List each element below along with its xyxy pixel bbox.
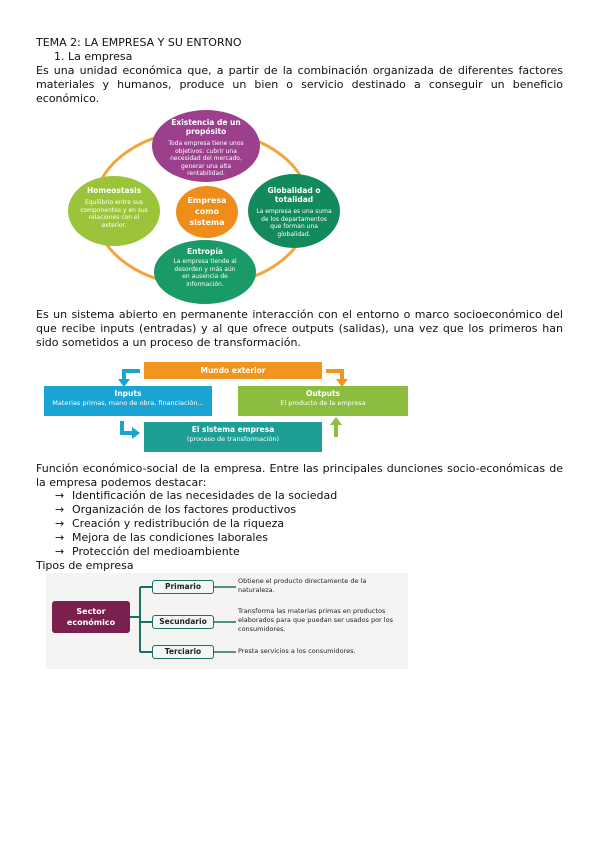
center-circle: Empresa como sistema (176, 186, 238, 238)
outputs-box: Outputs El producto de la empresa (238, 386, 408, 416)
homeostasis-circle: Homeostasis Equilibrio entre sus componentes y en sus relaciones con el exterior. (68, 176, 160, 246)
arrow-icon: → (55, 531, 65, 544)
tertiary-description: Presta servicios a los consumidores. (238, 647, 356, 655)
function-paragraph: Función económico-social de la empresa. Entre las principales dunciones socio-económicas de la empresa podemos destacar: (36, 462, 563, 489)
sector-diagram (46, 573, 408, 669)
inputs-box: Inputs Materias primas, mano de obra, financiación... (44, 386, 212, 416)
primary-label: Primario (152, 580, 214, 594)
purpose-circle: Existencia de un propósito Toda empresa tiene unos objetivos: cubrir una necesidad del mercado, generar una alta rentabilidad. (152, 110, 260, 182)
secondary-label: Secundario (152, 615, 214, 629)
page-title: TEMA 2: LA EMPRESA Y SU ENTORNO (36, 36, 242, 49)
sector-box: Sector económico (52, 601, 130, 633)
globality-circle: Globalidad o totalidad La empresa es una suma de los departamentos que forman una globalidad. (248, 174, 340, 248)
input-output-diagram (36, 359, 416, 455)
types-heading: Tipos de empresa (36, 559, 134, 572)
list-item: → Organización de los factores productivos (55, 503, 297, 516)
definition-paragraph: Es una unidad económica que, a partir de la combinación organizada de diferentes factores materiales y humanos, produce un bien o servicio destinado a conseguir un beneficio económico. (36, 64, 563, 105)
arrow-icon: → (55, 503, 65, 516)
section-heading: 1. La empresa (54, 50, 133, 63)
list-item: → Mejora de las condiciones laborales (55, 531, 268, 544)
entropy-circle: Entropía La empresa tiende al desorden y más aún en ausencia de información. (154, 240, 256, 304)
system-paragraph: Es un sistema abierto en permanente interacción con el entorno o marco socioeconómico del que recibe inputs (entradas) y al que ofrece outputs (salidas), una vez que los primeros han sido sometidos a un proceso de transformación. (36, 308, 563, 349)
system-box: El sistema empresa (proceso de transformación) (144, 422, 322, 452)
arrow-icon: → (55, 489, 65, 502)
secondary-description: Transforma las materias primas en productos elaborados para que puedan ser usados por los consumidores. (238, 607, 393, 633)
company-system-diagram (62, 108, 352, 304)
arrow-icon: → (55, 517, 65, 530)
arrow-icon: → (55, 545, 65, 558)
primary-description: Obtiene el producto directamente de la naturaleza. (238, 577, 367, 594)
list-item: → Identificación de las necesidades de la sociedad (55, 489, 338, 502)
tertiary-label: Terciario (152, 645, 214, 659)
world-box: Mundo exterior (144, 362, 322, 379)
list-item: → Protección del medioambiente (55, 545, 240, 558)
list-item: → Creación y redistribución de la riqueza (55, 517, 285, 530)
